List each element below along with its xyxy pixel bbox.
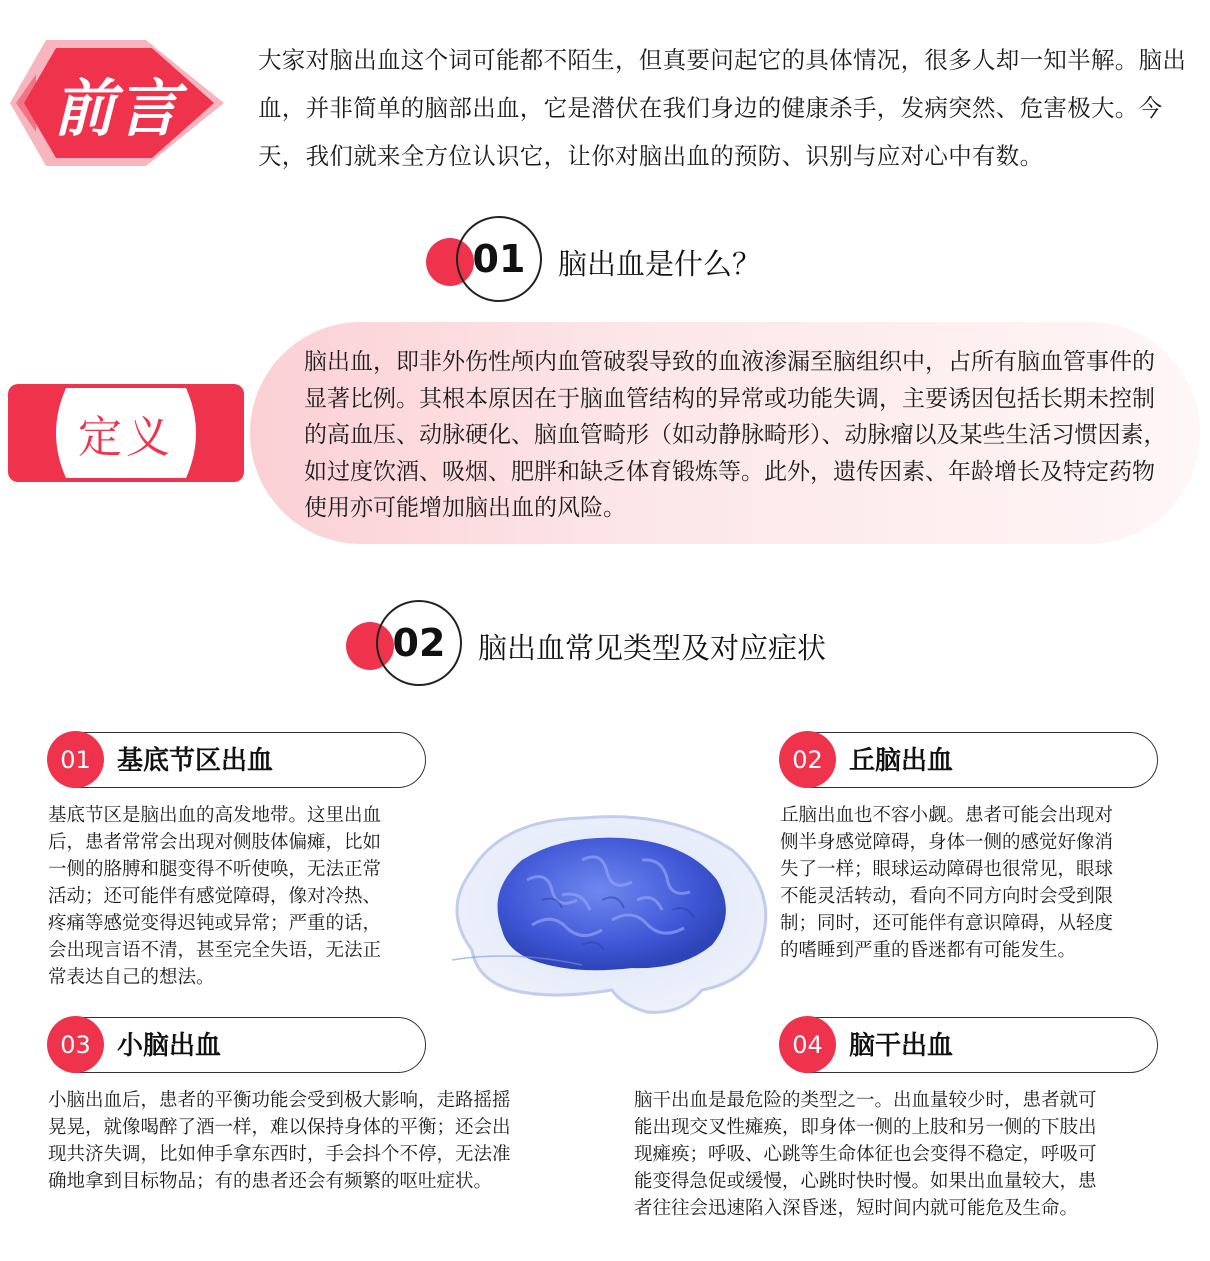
type-line: 活动；还可能伴有感觉障碍，像对冷热、	[48, 886, 382, 907]
type-line: 现共济失调，比如伸手拿东西时，手会抖个不停，无法准	[48, 1144, 511, 1165]
type-line: 不能灵活转动，看向不同方向时会受到限	[780, 886, 1114, 907]
intro-badge-label: 前言	[52, 71, 181, 145]
type-description-3	[48, 1087, 588, 1195]
type-number: 04	[779, 1016, 836, 1073]
type-name: 丘脑出血	[849, 746, 954, 776]
type-line: 失了一样；眼球运动障碍也很常见，眼球	[780, 859, 1114, 880]
type-line: 常表达自己的想法。	[48, 967, 215, 988]
type-line: 的嗜睡到严重的昏迷都有可能发生。	[780, 940, 1077, 961]
type-header-4	[780, 1017, 1158, 1073]
brain-illustration	[432, 800, 782, 1020]
section-header-2	[344, 598, 884, 688]
definition-badge-label: 定义	[78, 412, 174, 463]
type-line: 丘脑出血也不容小觑。患者可能会出现对	[780, 805, 1114, 826]
type-line: 基底节区是脑出血的高发地带。这里出血	[48, 805, 382, 826]
type-line: 会出现言语不清，甚至完全失语，无法正	[48, 940, 382, 961]
type-number: 02	[779, 731, 836, 788]
intro-paragraph: 大家对脑出血这个词可能都不陌生，但真要问起它的具体情况，很多人却一知半解。脑出血，并非简单的脑部出血，它是潜伏在我们身边的健康杀手，发病突然、危害极大。今天，我们就来全方位认识它，让你对脑出血的预防、识别与应对心中有数。	[258, 46, 1187, 170]
section-title: 脑出血常见类型及对应症状	[478, 631, 827, 665]
intro-badge	[6, 34, 228, 172]
type-line: 后，患者常常会出现对侧肢体偏瘫，比如	[48, 832, 382, 853]
type-line: 制；同时，还可能伴有意识障碍，从轻度	[780, 913, 1114, 934]
definition-badge	[6, 384, 246, 482]
type-description-1	[48, 802, 438, 991]
type-line: 晃晃，就像喝醉了酒一样，难以保持身体的平衡；还会出	[48, 1117, 511, 1138]
type-line: 能出现交叉性瘫痪，即身体一侧的上肢和另一侧的下肢出	[634, 1117, 1097, 1138]
type-line: 现瘫痪；呼吸、心跳等生命体征也会变得不稳定，呼吸可	[634, 1144, 1097, 1165]
type-line: 一侧的胳膊和腿变得不听使唤，无法正常	[48, 859, 382, 880]
section-number: 01	[456, 216, 542, 302]
type-description-2	[780, 802, 1170, 964]
type-line: 能变得急促或缓慢，心跳时快时慢。如果出血量较大，患	[634, 1171, 1097, 1192]
type-line: 疼痛等感觉变得迟钝或异常；严重的话，	[48, 913, 382, 934]
section-number: 02	[376, 600, 462, 686]
section-title: 脑出血是什么？	[558, 247, 762, 281]
type-description-4	[634, 1087, 1174, 1222]
type-name: 脑干出血	[849, 1031, 954, 1061]
type-line: 脑干出血是最危险的类型之一。出血量较少时，患者就可	[634, 1090, 1097, 1111]
type-line: 侧半身感觉障碍，身体一侧的感觉好像消	[780, 832, 1114, 853]
section-header-1	[424, 214, 824, 304]
type-line: 小脑出血后，患者的平衡功能会受到极大影响，走路摇摇	[48, 1090, 511, 1111]
type-line: 确地拿到目标物品；有的患者还会有频繁的呕吐症状。	[48, 1171, 493, 1192]
type-header-3	[48, 1017, 426, 1073]
type-number: 01	[47, 731, 104, 788]
definition-paragraph: 脑出血，即非外伤性颅内血管破裂导致的血液渗漏至脑组织中，占所有脑血管事件的显著比例。其根本原因在于脑血管结构的异常或功能失调，主要诱因包括长期未控制的高血压、动脉硬化、脑血管畸形（如动静脉畸形）、动脉瘤以及某些生活习惯因素，如过度饮酒、吸烟、肥胖和缺乏体育锻炼等。此外，遗传因素、年龄增长及特定药物使用亦可能增加脑出血的风险。	[304, 349, 1167, 521]
type-name: 小脑出血	[117, 1031, 222, 1061]
type-header-1	[48, 732, 426, 788]
type-name: 基底节区出血	[117, 746, 274, 776]
type-header-2	[780, 732, 1158, 788]
type-line: 者往往会迅速陷入深昏迷，短时间内就可能危及生命。	[634, 1198, 1079, 1219]
type-number: 03	[47, 1016, 104, 1073]
